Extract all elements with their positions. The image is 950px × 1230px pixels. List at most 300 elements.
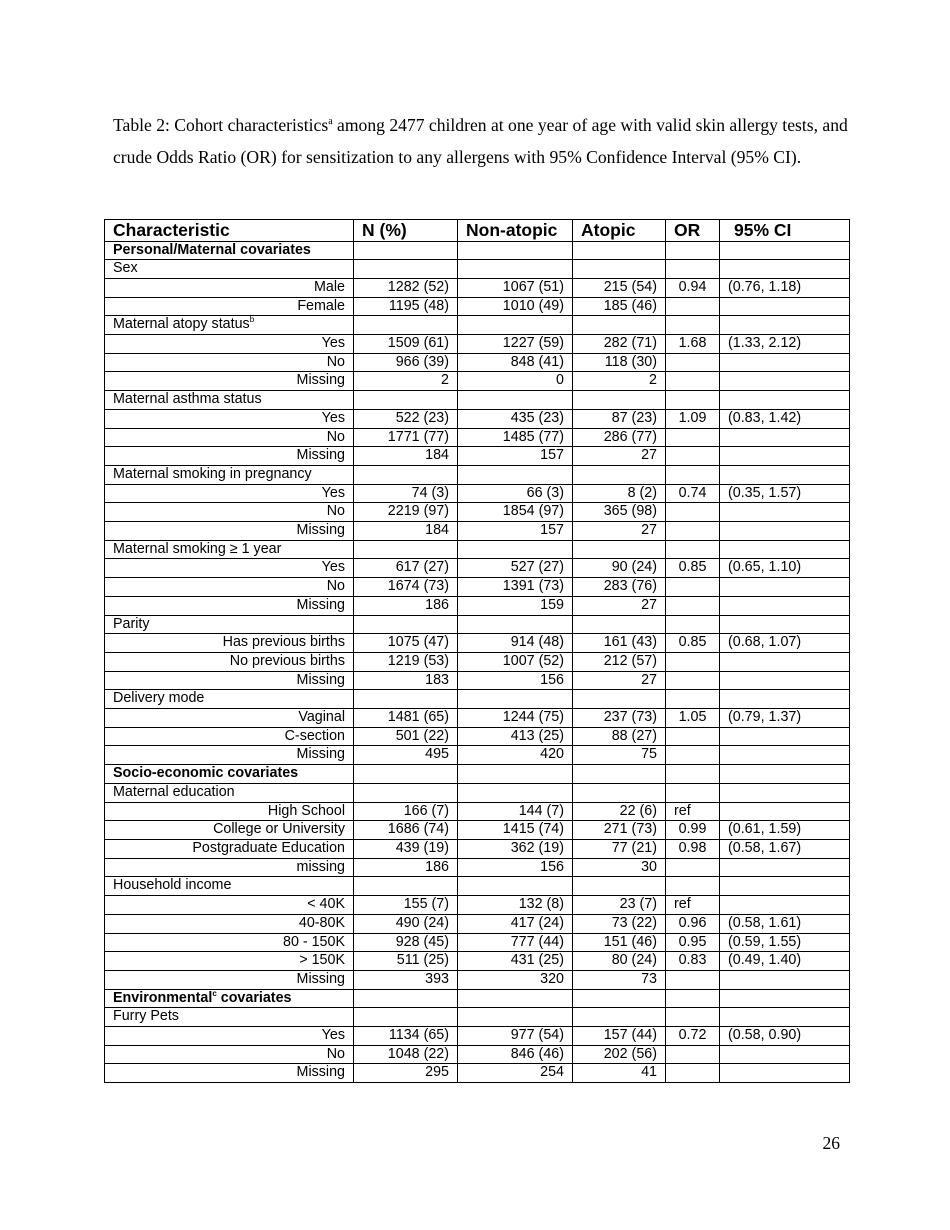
- group-header-row: [105, 260, 850, 279]
- or-cell: 0.74: [666, 484, 720, 503]
- or-cell: [666, 241, 720, 260]
- header-atopic: Atopic: [573, 220, 666, 242]
- table-row: [105, 652, 850, 671]
- non-atopic-cell: 320: [458, 970, 573, 989]
- group-header-row: [105, 465, 850, 484]
- non-atopic-cell: 977 (54): [458, 1027, 573, 1046]
- table-row: [105, 709, 850, 728]
- row-label: missing: [105, 858, 354, 877]
- non-atopic-cell: [458, 877, 573, 896]
- or-cell: [666, 503, 720, 522]
- n-percent-cell: [354, 316, 458, 335]
- label-suffix: covariates: [216, 989, 292, 1006]
- label-text: Parity: [113, 615, 150, 632]
- or-cell: [666, 746, 720, 765]
- atopic-cell: 88 (27): [573, 727, 666, 746]
- non-atopic-cell: [458, 765, 573, 784]
- atopic-cell: 27: [573, 671, 666, 690]
- non-atopic-cell: 1227 (59): [458, 335, 573, 354]
- group-header-row: [105, 783, 850, 802]
- table-row: [105, 409, 850, 428]
- atopic-cell: 73: [573, 970, 666, 989]
- non-atopic-cell: 848 (41): [458, 353, 573, 372]
- n-percent-cell: 1282 (52): [354, 278, 458, 297]
- or-cell: [666, 783, 720, 802]
- ci-cell: [720, 690, 850, 709]
- ci-cell: (0.61, 1.59): [720, 821, 850, 840]
- atopic-cell: 27: [573, 447, 666, 466]
- ci-cell: [720, 652, 850, 671]
- atopic-cell: 118 (30): [573, 353, 666, 372]
- or-cell: [666, 652, 720, 671]
- row-label: 80 - 150K: [105, 933, 354, 952]
- row-label: Yes: [105, 559, 354, 578]
- row-label: High School: [105, 802, 354, 821]
- row-label: Male: [105, 278, 354, 297]
- non-atopic-cell: 159: [458, 596, 573, 615]
- atopic-cell: 77 (21): [573, 840, 666, 859]
- non-atopic-cell: 1010 (49): [458, 297, 573, 316]
- n-percent-cell: 1771 (77): [354, 428, 458, 447]
- atopic-cell: [573, 465, 666, 484]
- ci-cell: [720, 765, 850, 784]
- n-percent-cell: 1134 (65): [354, 1027, 458, 1046]
- non-atopic-cell: [458, 260, 573, 279]
- row-label: No previous births: [105, 652, 354, 671]
- n-percent-cell: 186: [354, 858, 458, 877]
- group-header-row: [105, 540, 850, 559]
- n-percent-cell: 501 (22): [354, 727, 458, 746]
- atopic-cell: [573, 241, 666, 260]
- n-percent-cell: [354, 391, 458, 410]
- table-row: [105, 278, 850, 297]
- n-percent-cell: 1195 (48): [354, 297, 458, 316]
- table-row: [105, 634, 850, 653]
- table-row: [105, 821, 850, 840]
- ci-cell: [720, 746, 850, 765]
- row-label: < 40K: [105, 896, 354, 915]
- n-percent-cell: 166 (7): [354, 802, 458, 821]
- atopic-cell: [573, 391, 666, 410]
- non-atopic-cell: 254: [458, 1064, 573, 1083]
- caption-text-1: Table 2: Cohort characteristics: [113, 115, 329, 135]
- atopic-cell: [573, 783, 666, 802]
- n-percent-cell: [354, 241, 458, 260]
- n-percent-cell: 393: [354, 970, 458, 989]
- n-percent-cell: [354, 690, 458, 709]
- table-row: [105, 596, 850, 615]
- or-cell: [666, 1008, 720, 1027]
- atopic-cell: 282 (71): [573, 335, 666, 354]
- non-atopic-cell: 1244 (75): [458, 709, 573, 728]
- n-percent-cell: 186: [354, 596, 458, 615]
- atopic-cell: 27: [573, 522, 666, 541]
- row-label: No: [105, 503, 354, 522]
- ci-cell: (0.58, 1.67): [720, 840, 850, 859]
- atopic-cell: [573, 540, 666, 559]
- table-row: [105, 802, 850, 821]
- non-atopic-cell: 156: [458, 671, 573, 690]
- n-percent-cell: [354, 765, 458, 784]
- ci-cell: [720, 260, 850, 279]
- atopic-cell: 75: [573, 746, 666, 765]
- page-number: 26: [822, 1133, 840, 1153]
- row-label: Yes: [105, 484, 354, 503]
- table-row: [105, 671, 850, 690]
- atopic-cell: 202 (56): [573, 1045, 666, 1064]
- label-text: Furry Pets: [113, 1008, 179, 1025]
- n-percent-cell: 1686 (74): [354, 821, 458, 840]
- non-atopic-cell: [458, 615, 573, 634]
- atopic-cell: 157 (44): [573, 1027, 666, 1046]
- or-cell: 0.95: [666, 933, 720, 952]
- non-atopic-cell: 156: [458, 858, 573, 877]
- ci-cell: [720, 316, 850, 335]
- section-header-row: [105, 989, 850, 1008]
- row-label: > 150K: [105, 952, 354, 971]
- ci-cell: [720, 877, 850, 896]
- atopic-cell: 212 (57): [573, 652, 666, 671]
- n-percent-cell: 1075 (47): [354, 634, 458, 653]
- or-cell: 1.09: [666, 409, 720, 428]
- table-row: [105, 1064, 850, 1083]
- table-row: [105, 1045, 850, 1064]
- n-percent-cell: 1509 (61): [354, 335, 458, 354]
- table-row: [105, 372, 850, 391]
- atopic-cell: 23 (7): [573, 896, 666, 915]
- group-header-row: [105, 690, 850, 709]
- table-row: [105, 447, 850, 466]
- n-percent-cell: 1048 (22): [354, 1045, 458, 1064]
- or-cell: 1.05: [666, 709, 720, 728]
- n-percent-cell: 966 (39): [354, 353, 458, 372]
- table-row: [105, 970, 850, 989]
- or-cell: [666, 428, 720, 447]
- ci-cell: (1.33, 2.12): [720, 335, 850, 354]
- group-label: [105, 316, 354, 335]
- table-row: [105, 559, 850, 578]
- atopic-cell: 80 (24): [573, 952, 666, 971]
- atopic-cell: 286 (77): [573, 428, 666, 447]
- ci-cell: [720, 447, 850, 466]
- ci-cell: [720, 241, 850, 260]
- n-percent-cell: 1481 (65): [354, 709, 458, 728]
- n-percent-cell: 1674 (73): [354, 578, 458, 597]
- non-atopic-cell: 413 (25): [458, 727, 573, 746]
- label-text: Maternal smoking in pregnancy: [113, 465, 312, 482]
- atopic-cell: 8 (2): [573, 484, 666, 503]
- or-cell: 0.72: [666, 1027, 720, 1046]
- ci-cell: (0.59, 1.55): [720, 933, 850, 952]
- row-label: Missing: [105, 671, 354, 690]
- table-row: [105, 503, 850, 522]
- atopic-cell: 41: [573, 1064, 666, 1083]
- table-row: [105, 335, 850, 354]
- atopic-cell: 283 (76): [573, 578, 666, 597]
- non-atopic-cell: [458, 1008, 573, 1027]
- ci-cell: (0.65, 1.10): [720, 559, 850, 578]
- ci-cell: [720, 428, 850, 447]
- or-cell: [666, 765, 720, 784]
- table-row: [105, 952, 850, 971]
- ci-cell: (0.68, 1.07): [720, 634, 850, 653]
- group-header-row: [105, 316, 850, 335]
- ci-cell: [720, 391, 850, 410]
- or-cell: [666, 372, 720, 391]
- ci-cell: [720, 802, 850, 821]
- or-cell: ref: [666, 802, 720, 821]
- or-cell: [666, 970, 720, 989]
- row-label: No: [105, 578, 354, 597]
- label-text: Maternal education: [113, 783, 235, 800]
- atopic-cell: [573, 877, 666, 896]
- or-cell: [666, 316, 720, 335]
- atopic-cell: 87 (23): [573, 409, 666, 428]
- row-label: Missing: [105, 1064, 354, 1083]
- atopic-cell: [573, 260, 666, 279]
- or-cell: [666, 989, 720, 1008]
- non-atopic-cell: 914 (48): [458, 634, 573, 653]
- row-label: No: [105, 428, 354, 447]
- table-row: [105, 578, 850, 597]
- non-atopic-cell: 777 (44): [458, 933, 573, 952]
- atopic-cell: [573, 1008, 666, 1027]
- table-row: [105, 896, 850, 915]
- or-cell: [666, 447, 720, 466]
- ci-cell: [720, 522, 850, 541]
- atopic-cell: [573, 690, 666, 709]
- group-label: [105, 690, 354, 709]
- ci-cell: [720, 503, 850, 522]
- atopic-cell: 215 (54): [573, 278, 666, 297]
- or-cell: [666, 727, 720, 746]
- table-row: [105, 428, 850, 447]
- or-cell: [666, 540, 720, 559]
- row-label: C-section: [105, 727, 354, 746]
- group-header-row: [105, 391, 850, 410]
- n-percent-cell: 183: [354, 671, 458, 690]
- group-header-row: [105, 1008, 850, 1027]
- table-row: [105, 297, 850, 316]
- header-characteristic: Characteristic: [105, 220, 354, 242]
- ci-cell: [720, 783, 850, 802]
- row-label: College or University: [105, 821, 354, 840]
- atopic-cell: 22 (6): [573, 802, 666, 821]
- non-atopic-cell: [458, 783, 573, 802]
- label-text: Sex: [113, 260, 138, 277]
- ci-cell: [720, 1008, 850, 1027]
- non-atopic-cell: 846 (46): [458, 1045, 573, 1064]
- section-label: [105, 241, 354, 260]
- label-text: Maternal atopy status: [113, 316, 250, 333]
- non-atopic-cell: 527 (27): [458, 559, 573, 578]
- atopic-cell: 30: [573, 858, 666, 877]
- ci-cell: [720, 1045, 850, 1064]
- n-percent-cell: 511 (25): [354, 952, 458, 971]
- label-text: Maternal smoking ≥ 1 year: [113, 540, 282, 557]
- atopic-cell: [573, 316, 666, 335]
- or-cell: ref: [666, 896, 720, 915]
- header-non-atopic: Non-atopic: [458, 220, 573, 242]
- row-label: Yes: [105, 335, 354, 354]
- ci-cell: (0.49, 1.40): [720, 952, 850, 971]
- section-header-row: [105, 241, 850, 260]
- non-atopic-cell: [458, 690, 573, 709]
- header-95-ci: 95% CI: [720, 220, 850, 242]
- or-cell: [666, 1064, 720, 1083]
- or-cell: 0.98: [666, 840, 720, 859]
- ci-cell: (0.58, 1.61): [720, 914, 850, 933]
- non-atopic-cell: 1007 (52): [458, 652, 573, 671]
- or-cell: [666, 858, 720, 877]
- non-atopic-cell: [458, 241, 573, 260]
- group-label: [105, 540, 354, 559]
- non-atopic-cell: [458, 391, 573, 410]
- ci-cell: [720, 596, 850, 615]
- or-cell: 0.96: [666, 914, 720, 933]
- row-label: Yes: [105, 1027, 354, 1046]
- row-label: Missing: [105, 447, 354, 466]
- group-header-row: [105, 615, 850, 634]
- atopic-cell: [573, 615, 666, 634]
- or-cell: [666, 1045, 720, 1064]
- or-cell: [666, 596, 720, 615]
- label-text: Maternal asthma status: [113, 391, 262, 408]
- non-atopic-cell: 435 (23): [458, 409, 573, 428]
- non-atopic-cell: 1485 (77): [458, 428, 573, 447]
- atopic-cell: 73 (22): [573, 914, 666, 933]
- group-header-row: [105, 877, 850, 896]
- or-cell: [666, 877, 720, 896]
- or-cell: 0.83: [666, 952, 720, 971]
- n-percent-cell: [354, 1008, 458, 1027]
- n-percent-cell: 495: [354, 746, 458, 765]
- section-label: [105, 765, 354, 784]
- table-row: [105, 1027, 850, 1046]
- atopic-cell: 2: [573, 372, 666, 391]
- table-row: [105, 484, 850, 503]
- atopic-cell: [573, 989, 666, 1008]
- group-label: [105, 1008, 354, 1027]
- ci-cell: [720, 858, 850, 877]
- table-row: [105, 353, 850, 372]
- row-label: 40-80K: [105, 914, 354, 933]
- caption-footnote-a: a: [328, 116, 333, 127]
- or-cell: [666, 465, 720, 484]
- ci-cell: [720, 465, 850, 484]
- ci-cell: [720, 989, 850, 1008]
- group-label: [105, 260, 354, 279]
- label-text: Household income: [113, 877, 232, 894]
- ci-cell: [720, 540, 850, 559]
- atopic-cell: 161 (43): [573, 634, 666, 653]
- non-atopic-cell: 0: [458, 372, 573, 391]
- table-row: [105, 914, 850, 933]
- table-row: [105, 933, 850, 952]
- n-percent-cell: 74 (3): [354, 484, 458, 503]
- footnote-marker: c: [212, 989, 217, 998]
- non-atopic-cell: 420: [458, 746, 573, 765]
- atopic-cell: 185 (46): [573, 297, 666, 316]
- n-percent-cell: [354, 540, 458, 559]
- non-atopic-cell: 1854 (97): [458, 503, 573, 522]
- row-label: Has previous births: [105, 634, 354, 653]
- row-label: No: [105, 353, 354, 372]
- ci-cell: [720, 615, 850, 634]
- footnote-marker: b: [249, 315, 255, 325]
- ci-cell: [720, 727, 850, 746]
- table-row: [105, 840, 850, 859]
- section-label: [105, 989, 354, 1008]
- non-atopic-cell: 132 (8): [458, 896, 573, 915]
- non-atopic-cell: 1067 (51): [458, 278, 573, 297]
- or-cell: [666, 522, 720, 541]
- non-atopic-cell: [458, 540, 573, 559]
- ci-cell: [720, 671, 850, 690]
- atopic-cell: 27: [573, 596, 666, 615]
- non-atopic-cell: [458, 465, 573, 484]
- ci-cell: [720, 297, 850, 316]
- row-label: Missing: [105, 522, 354, 541]
- ci-cell: [720, 353, 850, 372]
- table-row: [105, 746, 850, 765]
- or-cell: 0.99: [666, 821, 720, 840]
- n-percent-cell: 490 (24): [354, 914, 458, 933]
- section-header-row: [105, 765, 850, 784]
- row-label: Missing: [105, 596, 354, 615]
- n-percent-cell: 928 (45): [354, 933, 458, 952]
- label-text: Environmental: [113, 989, 213, 1006]
- non-atopic-cell: [458, 989, 573, 1008]
- table-header-row: [105, 220, 850, 242]
- or-cell: 0.94: [666, 278, 720, 297]
- label-text: Personal/Maternal covariates: [113, 241, 311, 258]
- n-percent-cell: [354, 260, 458, 279]
- n-percent-cell: [354, 783, 458, 802]
- n-percent-cell: 522 (23): [354, 409, 458, 428]
- n-percent-cell: 2: [354, 372, 458, 391]
- header-or: OR: [666, 220, 720, 242]
- group-label: [105, 391, 354, 410]
- n-percent-cell: 184: [354, 522, 458, 541]
- atopic-cell: 151 (46): [573, 933, 666, 952]
- row-label: Missing: [105, 970, 354, 989]
- n-percent-cell: 155 (7): [354, 896, 458, 915]
- or-cell: [666, 353, 720, 372]
- label-text: Socio-economic covariates: [113, 765, 299, 782]
- n-percent-cell: [354, 615, 458, 634]
- n-percent-cell: [354, 465, 458, 484]
- non-atopic-cell: 417 (24): [458, 914, 573, 933]
- non-atopic-cell: [458, 316, 573, 335]
- ci-cell: [720, 578, 850, 597]
- ci-cell: [720, 970, 850, 989]
- n-percent-cell: [354, 877, 458, 896]
- group-label: [105, 465, 354, 484]
- ci-cell: (0.79, 1.37): [720, 709, 850, 728]
- table-caption: [113, 110, 853, 173]
- ci-cell: [720, 372, 850, 391]
- row-label: Postgraduate Education: [105, 840, 354, 859]
- or-cell: [666, 297, 720, 316]
- ci-cell: (0.35, 1.57): [720, 484, 850, 503]
- n-percent-cell: 184: [354, 447, 458, 466]
- ci-cell: [720, 1064, 850, 1083]
- or-cell: [666, 578, 720, 597]
- group-label: [105, 783, 354, 802]
- or-cell: [666, 615, 720, 634]
- non-atopic-cell: 66 (3): [458, 484, 573, 503]
